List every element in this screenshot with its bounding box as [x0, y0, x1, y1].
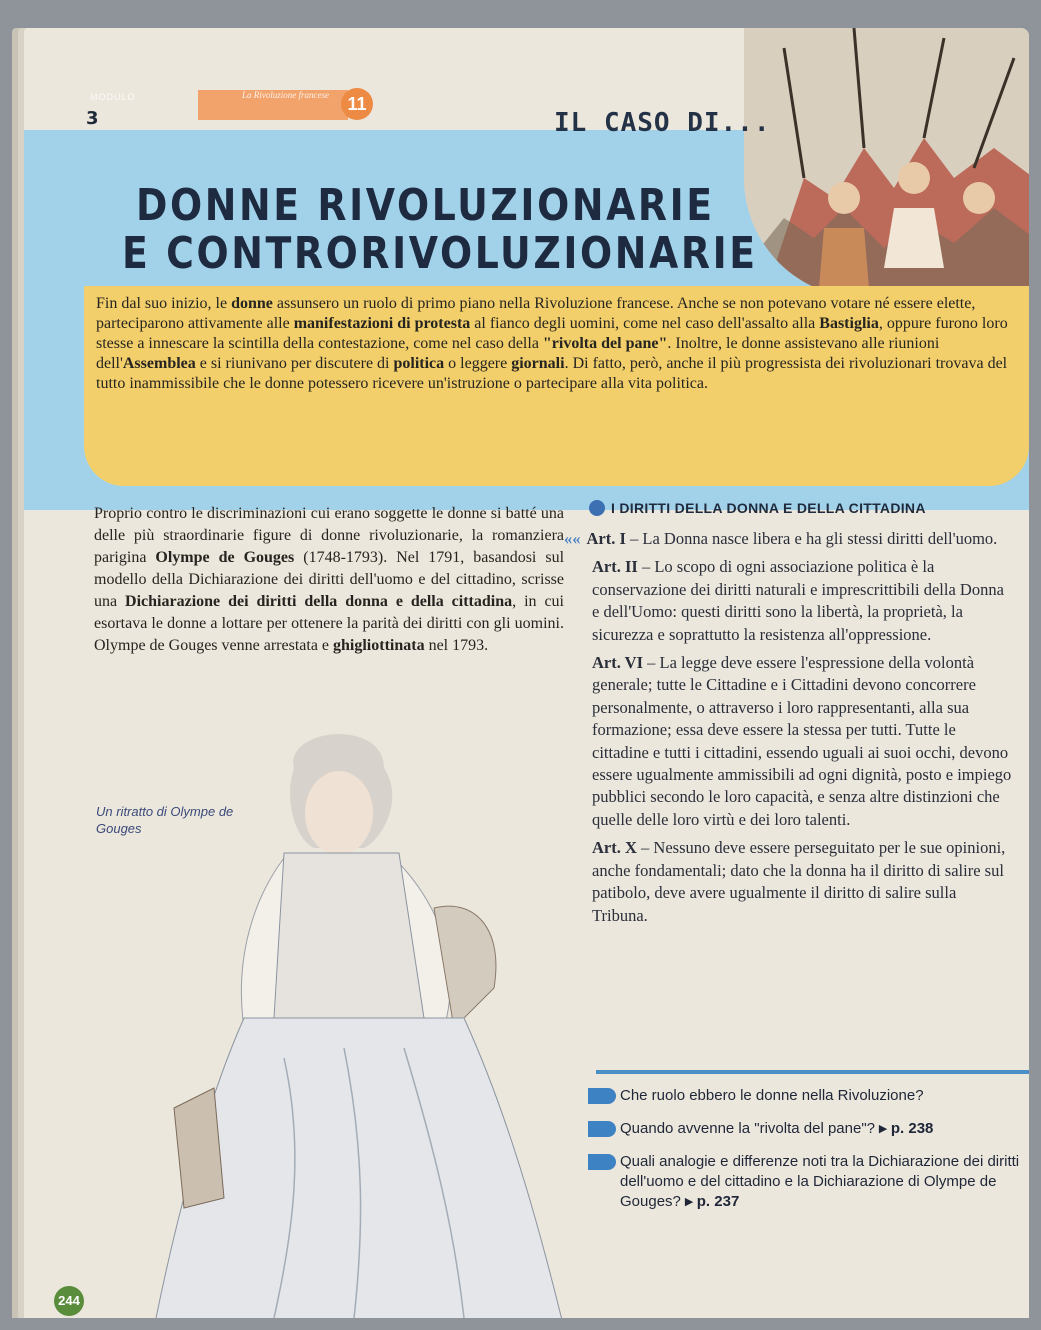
- intro-paragraph: Fin dal suo inizio, le donne assunsero un ruolo di primo piano nella Rivoluzione francese. Anche se non potevano votare né essere elette, parteciparono attivamente alle manifestazioni di protesta al fianco degli uomini, come nel caso dell'assalto alla Bastiglia, oppure furono loro stesse a innescare la scintilla della contestazione, come nel caso della "rivolta del pane". Inoltre, le donne assistevano alle riunioni dell'Assemblea e si riunivano per discutere di politica o leggere giornali. Di fatto, però, anche il più progressista dei rivoluzionari trovava del tutto inammissibile che le donne potessero ricevere un'istruzione o partecipare alla vita politica.: [96, 295, 1008, 392]
- article-6: Art. VI – La legge deve essere l'espressione della volontà generale; tutte le Cittadine e i Cittadini devono concorrere personalmente, o attraverso i loro rappresentanti, alla sua formazione; essa deve essere la stessa per tutti. Tutte le cittadine e tutti i cittadini, essendo uguali ai suoi occhi, devono essere ugualmente ammissibili ad ogni dignità, posto e impiego pubblici secondo le loro capacità, e senza altre distinzioni che quelle delle loro virtù e dei loro talenti.: [592, 653, 1012, 829]
- modulo-label: MODULO: [90, 92, 136, 102]
- unit-label: La Rivoluzione francese: [242, 90, 329, 100]
- body-paragraph: Proprio contro le discriminazioni cui erano soggette le donne si batté una delle più straordinarie figure di donne rivoluzionarie, la romanziera parigina Olympe de Gouges (1748-1793). Nel 1791, basandosi sul modello della Dichiarazione dei diritti dell'uomo e del cittadino, scrisse una Dichiarazione dei diritti della donna e della cittadina, in cui esortava le donne a lottare per ottenere la parità dei diritti con gli uomini. Olympe de Gouges venne arrestata e ghigliottinata nel 1793.: [94, 505, 565, 654]
- question-item: Che ruolo ebbero le donne nella Rivoluzione?: [596, 1086, 1028, 1106]
- portrait-caption: Un ritratto di Olympe de Gouges: [96, 804, 234, 836]
- page-title-line-1: DONNE RIVOLUZIONARIE: [136, 180, 715, 231]
- textbook-page: [24, 28, 1029, 1318]
- chapter-badge: 11: [341, 88, 373, 120]
- section-kicker: IL CASO DI...: [554, 108, 771, 138]
- modulo-box: [86, 88, 172, 144]
- review-questions: [596, 1086, 1028, 1225]
- bullet-icon: [588, 1088, 616, 1104]
- article-10: Art. X – Nessuno deve essere perseguitato per le sue opinioni, anche fondamentali; dato che la donna ha il diritto di salire sul patibolo, deve avere ugualmente il diritto di salire sulla Tribuna.: [592, 838, 1006, 925]
- declaration-title: I DIRITTI DELLA DONNA E DELLA CITTADINA: [611, 500, 926, 516]
- article-1: «« Art. I – La Donna nasce libera e ha gli stessi diritti dell'uomo.: [564, 529, 998, 548]
- bullet-icon: [588, 1154, 616, 1170]
- modulo-number: 3: [86, 108, 99, 129]
- question-item: Quali analogie e differenze noti tra la Dichiarazione dei diritti dell'uomo e del cittadino e la Dichiarazione di Olympe de Gouges? ▸ p. 237: [596, 1152, 1028, 1212]
- page-title-line-2: E CONTRORIVOLUZIONARIE: [122, 228, 758, 279]
- page-number: 244: [54, 1286, 84, 1316]
- unit-tab: [198, 90, 348, 120]
- declaration-text: [564, 528, 1012, 933]
- bullet-icon: [588, 1121, 616, 1137]
- question-item: Quando avvenne la "rivolta del pane"? ▸ p. 238: [596, 1119, 1028, 1139]
- quote-icon: ««: [564, 529, 581, 548]
- declaration-heading: [589, 500, 926, 516]
- questions-divider: [596, 1070, 1029, 1074]
- pin-icon: [589, 500, 605, 516]
- article-2: Art. II – Lo scopo di ogni associazione politica è la conservazione dei diritti naturali e imprescrittibili della Donna e dell'Uomo: questi diritti sono la libertà, la proprietà, la sicurezza e soprattutto la resistenza all'oppressione.: [592, 557, 1004, 644]
- revolution-illustration: [744, 28, 1029, 298]
